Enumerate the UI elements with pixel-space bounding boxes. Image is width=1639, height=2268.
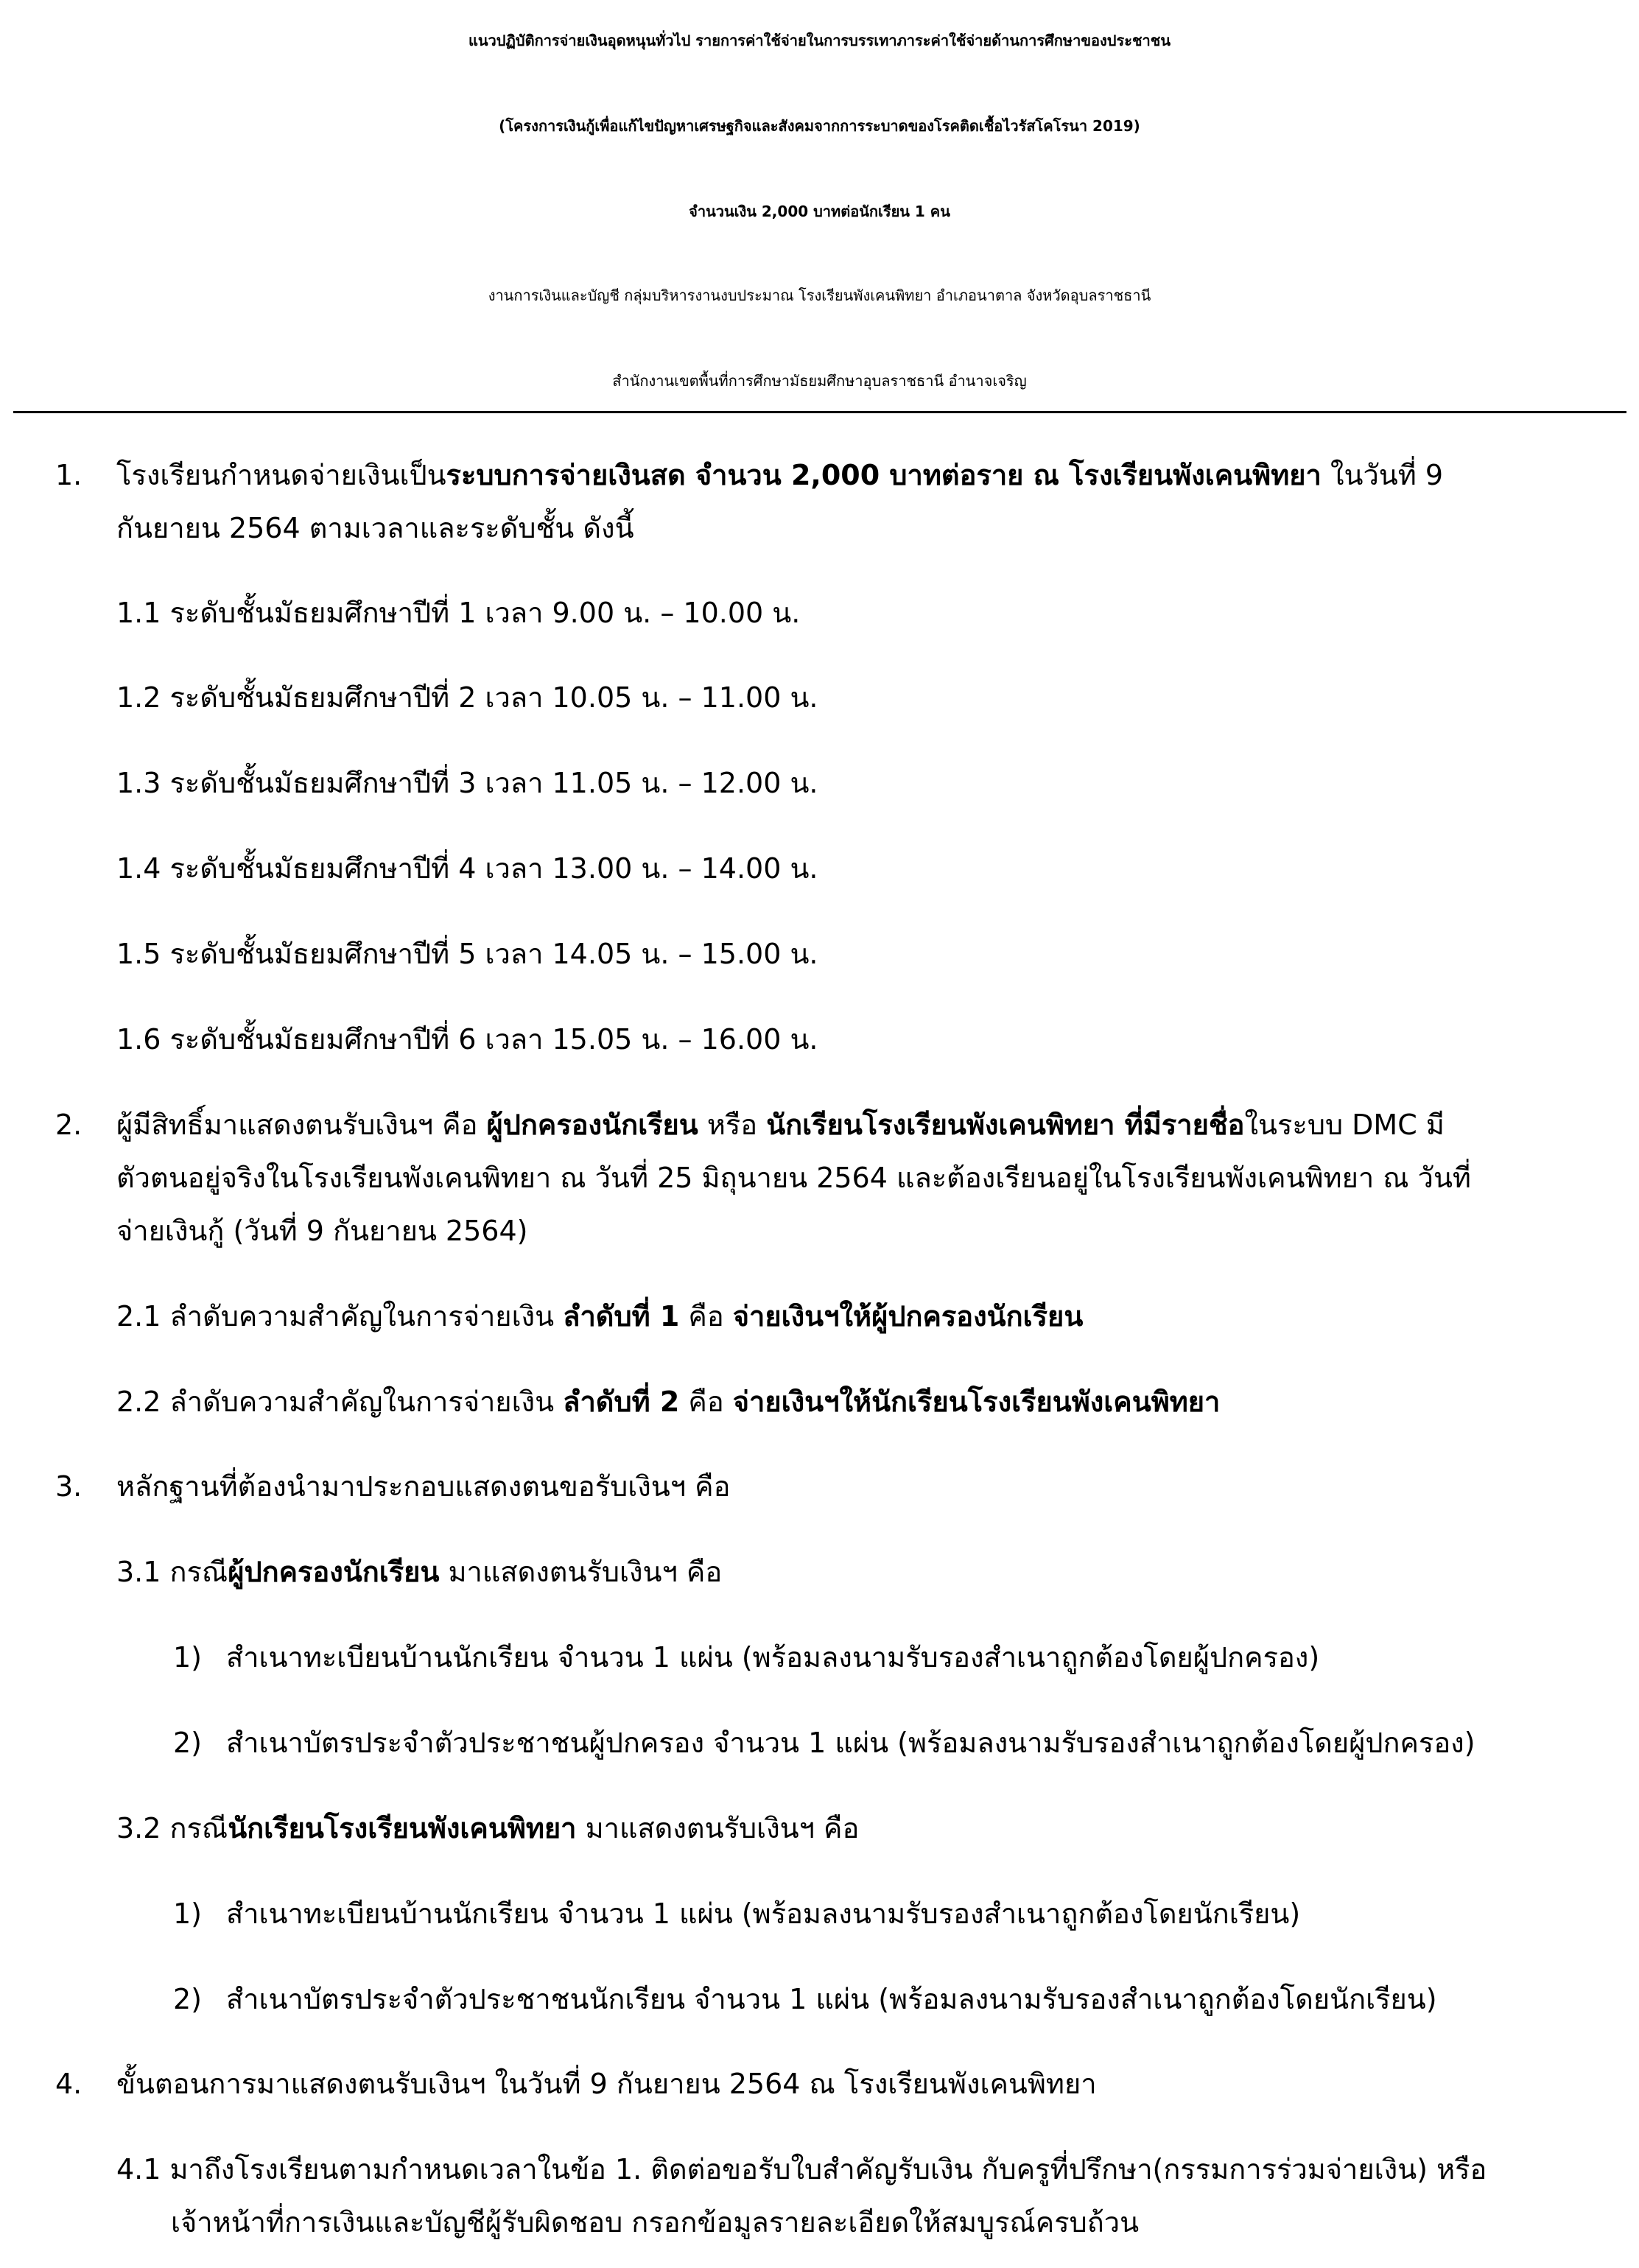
section-3-sub-1-item-2: สำเนาบัตรประจำตัวประชาชนผู้ปกครอง จำนวน 1 แผ่น (พร้อมลงนามรับรองสำเนาถูกต้องโดยผู้ปกครอง)	[226, 1727, 1475, 1759]
section-1-item-1: 1.1 ระดับชั้นมัธยมศึกษาปีที่ 1 เวลา 9.00 น. – 10.00 น.	[116, 597, 801, 629]
section-3-sub-1-a: 3.1 กรณี	[116, 1556, 228, 1588]
section-2-line-1	[116, 1105, 1445, 1145]
section-3-sub-1-item-2-number: 2)	[173, 1727, 203, 1759]
section-1-line-1	[116, 455, 1443, 495]
section-3-sub-2	[116, 1808, 859, 1848]
section-3-sub-2-c: มาแสดงตนรับเงินฯ คือ	[576, 1812, 860, 1844]
section-1-item-3: 1.3 ระดับชั้นมัธยมศึกษาปีที่ 3 เวลา 11.05 น. – 12.00 น.	[116, 767, 818, 799]
section-3-line: หลักฐานที่ต้องนำมาประกอบแสดงตนขอรับเงินฯ คือ	[116, 1470, 731, 1503]
section-1-item-2: 1.2 ระดับชั้นมัธยมศึกษาปีที่ 2 เวลา 10.05 น. – 11.00 น.	[116, 681, 818, 714]
section-2-text-a: ผู้มีสิทธิ์มาแสดงตนรับเงินฯ คือ	[116, 1109, 487, 1141]
section-3-sub-1-item-1-number: 1)	[173, 1641, 203, 1674]
section-3-sub-2-b: นักเรียนโรงเรียนพังเคนพิทยา	[228, 1812, 577, 1844]
section-2-item-1-d: จ่ายเงินฯให้ผู้ปกครองนักเรียน	[732, 1300, 1084, 1333]
section-2-number: 2.	[55, 1109, 83, 1141]
section-2-text-bold-2: นักเรียนโรงเรียนพังเคนพิทยา ที่มีรายชื่อ	[766, 1109, 1245, 1141]
section-2-item-1-a: 2.1 ลำดับความสำคัญในการจ่ายเงิน	[116, 1300, 564, 1333]
section-1-item-6: 1.6 ระดับชั้นมัธยมศึกษาปีที่ 6 เวลา 15.05 น. – 16.00 น.	[116, 1023, 818, 1056]
section-2-item-2-c: คือ	[679, 1386, 733, 1418]
section-4-number: 4.	[55, 2068, 83, 2100]
section-3-sub-2-item-2: สำเนาบัตรประจำตัวประชาชนนักเรียน จำนวน 1 แผ่น (พร้อมลงนามรับรองสำเนาถูกต้องโดยนักเรียน)	[226, 1983, 1437, 2015]
org-line: งานการเงินและบัญชี กลุ่มบริหารงานงบประมาณ โรงเรียนพังเคนพิทยา อำเภอนาตาล จังหวัดอุบลราชธานี	[488, 287, 1151, 304]
title-line-1: แนวปฏิบัติการจ่ายเงินอุดหนุนทั่วไป รายการค่าใช้จ่ายในการบรรเทาภาระค่าใช้จ่ายด้านการศึกษาของประชาชน	[468, 32, 1171, 49]
section-1-text-a: โรงเรียนกำหนดจ่ายเงินเป็น	[116, 459, 446, 491]
section-3-number: 3.	[55, 1470, 83, 1503]
section-2-item-1	[116, 1296, 1083, 1336]
section-2-item-2	[116, 1382, 1220, 1422]
section-2-item-1-c: คือ	[679, 1300, 733, 1333]
section-2-text-bold-1: ผู้ปกครองนักเรียน	[486, 1109, 698, 1141]
section-4-item-1-line-1: 4.1 มาถึงโรงเรียนตามกำหนดเวลาในข้อ 1. ติดต่อขอรับใบสำคัญรับเงิน กับครูที่ปรึกษา(กรรมการร่วมจ่ายเงิน) หรือ	[116, 2153, 1487, 2186]
section-2-item-1-b: ลำดับที่ 1	[563, 1300, 680, 1333]
section-2-line-2: ตัวตนอยู่จริงในโรงเรียนพังเคนพิทยา ณ วันที่ 25 มิถุนายน 2564 และต้องเรียนอยู่ในโรงเรียนพังเคนพิทยา ณ วันที่	[116, 1162, 1471, 1194]
section-1-text-bold: ระบบการจ่ายเงินสด จำนวน 2,000 บาทต่อราย ณ โรงเรียนพังเคนพิทยา	[446, 459, 1322, 491]
section-3-sub-1-item-1: สำเนาทะเบียนบ้านนักเรียน จำนวน 1 แผ่น (พร้อมลงนามรับรองสำเนาถูกต้องโดยผู้ปกครอง)	[226, 1641, 1320, 1674]
section-3-sub-2-item-1-number: 1)	[173, 1897, 203, 1930]
title-line-2: (โครงการเงินกู้เพื่อแก้ไขปัญหาเศรษฐกิจและสังคมจากการระบาดของโรคติดเชื้อไวรัสโคโรนา 2019)	[499, 117, 1140, 135]
section-2-item-2-a: 2.2 ลำดับความสำคัญในการจ่ายเงิน	[116, 1386, 564, 1418]
section-2-text-e: ในระบบ DMC มี	[1244, 1109, 1445, 1141]
section-1-number: 1.	[55, 459, 83, 491]
section-3-sub-1	[116, 1552, 722, 1592]
section-1-item-5: 1.5 ระดับชั้นมัธยมศึกษาปีที่ 5 เวลา 14.05 น. – 15.00 น.	[116, 938, 818, 970]
section-3-sub-2-item-2-number: 2)	[173, 1983, 203, 2015]
section-3-sub-1-b: ผู้ปกครองนักเรียน	[228, 1556, 440, 1588]
header-divider	[13, 411, 1626, 413]
section-3-sub-2-item-1: สำเนาทะเบียนบ้านนักเรียน จำนวน 1 แผ่น (พร้อมลงนามรับรองสำเนาถูกต้องโดยนักเรียน)	[226, 1897, 1301, 1930]
section-4-item-1-line-2: เจ้าหน้าที่การเงินและบัญชีผู้รับผิดชอบ กรอกข้อมูลรายละเอียดให้สมบูรณ์ครบถ้วน	[171, 2206, 1140, 2239]
section-2-text-c: หรือ	[698, 1109, 767, 1141]
section-3-sub-1-c: มาแสดงตนรับเงินฯ คือ	[439, 1556, 723, 1588]
section-1-text-c: ในวันที่ 9	[1321, 459, 1444, 491]
section-2-item-2-d: จ่ายเงินฯให้นักเรียนโรงเรียนพังเคนพิทยา	[732, 1386, 1221, 1418]
section-3-sub-2-a: 3.2 กรณี	[116, 1812, 228, 1844]
section-2-item-2-b: ลำดับที่ 2	[563, 1386, 680, 1418]
office-line: สำนักงานเขตพื้นที่การศึกษามัธยมศึกษาอุบลราชธานี อำนาจเจริญ	[612, 372, 1027, 390]
section-1-line-2: กันยายน 2564 ตามเวลาและระดับชั้น ดังนี้	[116, 512, 634, 544]
section-2-line-3: จ่ายเงินกู้ (วันที่ 9 กันยายน 2564)	[116, 1215, 528, 1247]
title-line-3: จำนวนเงิน 2,000 บาทต่อนักเรียน 1 คน	[689, 203, 950, 220]
section-4-line: ขั้นตอนการมาแสดงตนรับเงินฯ ในวันที่ 9 กันยายน 2564 ณ โรงเรียนพังเคนพิทยา	[116, 2068, 1097, 2100]
section-1-item-4: 1.4 ระดับชั้นมัธยมศึกษาปีที่ 4 เวลา 13.00 น. – 14.00 น.	[116, 852, 818, 885]
